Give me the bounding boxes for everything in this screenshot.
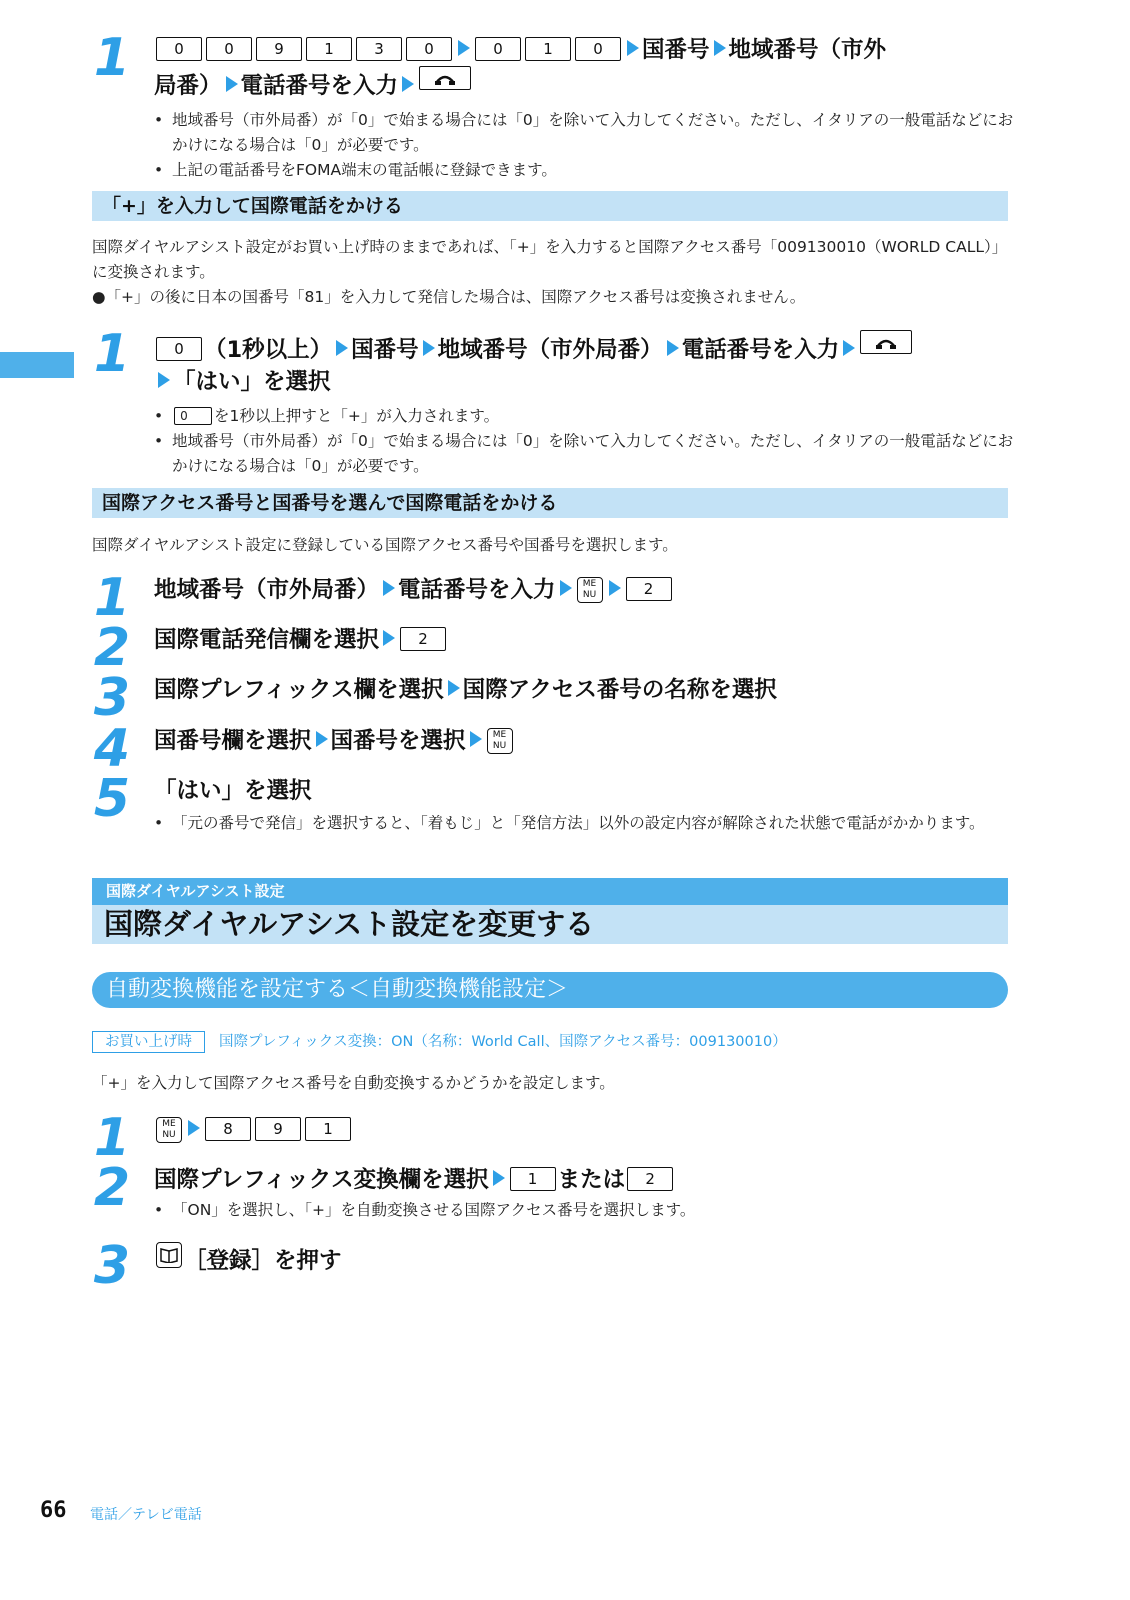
key-0: 0 <box>174 407 212 425</box>
step-5 <box>92 769 1022 836</box>
step-instruction <box>154 1114 1022 1146</box>
step-instruction: 国際プレフィックス変換欄を選択 1 または 2 <box>154 1164 1022 1196</box>
step-instruction: 0 （1秒以上） 国番号 地域番号（市外局番） 電話番号を入力 「はい」を選択 <box>154 330 1022 398</box>
bullet-item: • 0 を1秒以上押すと「+」が入力されます。 <box>154 407 500 425</box>
step-dial-international <box>92 28 1022 183</box>
section-small-title: 国際ダイヤルアシスト設定 <box>92 878 1008 905</box>
send-key-icon <box>860 330 912 354</box>
step-number: 5 <box>93 769 131 829</box>
step-text: 電話番号を入力 <box>240 73 399 99</box>
step-number: 1 <box>93 324 131 384</box>
step-text: 国番号 <box>642 37 710 63</box>
key-1: 1 <box>305 1117 351 1141</box>
arrow-icon <box>843 340 855 356</box>
arrow-icon <box>402 76 414 92</box>
step-number: 1 <box>93 28 131 88</box>
default-tag: お買い上げ時 <box>92 1031 205 1053</box>
bullet-item: • 「ON」を選択し、「+」を自動変換させる国際アクセス番号を選択します。 <box>154 1201 696 1219</box>
subsection-heading: 「+」を入力して国際電話をかける <box>92 191 1008 221</box>
page-number: 66 <box>40 1498 67 1523</box>
step-instruction: 国番号欄を選択 国番号を選択 ME NU <box>154 725 1022 757</box>
key-0: 0 <box>206 37 252 61</box>
step-4 <box>92 719 1022 779</box>
step-text: 局番） <box>154 73 222 99</box>
arrow-icon <box>383 630 395 646</box>
arrow-icon <box>493 1170 505 1186</box>
step-instruction: 地域番号（市外局番） 電話番号を入力 ME NU 2 <box>154 574 1022 606</box>
step-number: 3 <box>93 668 131 728</box>
send-key-icon <box>419 66 471 90</box>
key-1: 1 <box>510 1167 556 1191</box>
arrow-icon <box>458 40 470 56</box>
paragraph: 「+」を入力して国際アクセス番号を自動変換するかどうかを設定します。 <box>92 1074 615 1092</box>
step-instruction: 「はい」を選択 <box>154 778 312 804</box>
step-instruction: ［登録］を押す <box>154 1242 1022 1277</box>
key-1: 1 <box>306 37 352 61</box>
paragraph-note: ●「+」の後に日本の国番号「81」を入力して発信した場合は、国際アクセス番号は変換されません。 <box>92 288 806 306</box>
menu-key-icon: ME NU <box>156 1117 182 1143</box>
key-0: 0 <box>575 37 621 61</box>
paragraph: 国際ダイヤルアシスト設定に登録している国際アクセス番号や国番号を選択します。 <box>92 536 678 554</box>
bullet-item: • 「元の番号で発信」を選択すると、「着もじ」と「発信方法」以外の設定内容が解除された状態で電話がかかります。 <box>154 814 985 832</box>
menu-key-icon: ME NU <box>487 728 513 754</box>
default-text: 国際プレフィックス変換：ON（名称：World Call、国際アクセス番号：009130010） <box>219 1034 787 1050</box>
step-2 <box>92 618 1022 678</box>
menu-key-icon: ME NU <box>577 577 603 603</box>
feature-pill-heading: 自動変換機能を設定する＜自動変換機能設定＞ <box>92 972 1008 1008</box>
key-2: 2 <box>627 1167 673 1191</box>
default-setting-row <box>92 1031 787 1053</box>
key-3: 3 <box>356 37 402 61</box>
key-8: 8 <box>205 1117 251 1141</box>
key-9: 9 <box>255 1117 301 1141</box>
key-9: 9 <box>256 37 302 61</box>
arrow-icon <box>158 372 170 388</box>
setting-step-3 <box>92 1236 1022 1296</box>
arrow-icon <box>423 340 435 356</box>
arrow-icon <box>188 1120 200 1136</box>
step-number: 2 <box>93 618 131 678</box>
key-1: 1 <box>525 37 571 61</box>
arrow-icon <box>448 680 460 696</box>
section-name: 電話／テレビ電話 <box>90 1507 202 1523</box>
arrow-icon <box>336 340 348 356</box>
step-instruction: 国際プレフィックス欄を選択 国際アクセス番号の名称を選択 <box>154 677 777 703</box>
subsection-heading: 国際アクセス番号と国番号を選んで国際電話をかける <box>92 488 1008 518</box>
key-0: 0 <box>406 37 452 61</box>
arrow-icon <box>383 580 395 596</box>
bullet-item: • 上記の電話番号をFOMA端末の電話帳に登録できます。 <box>154 161 557 179</box>
step-number: 4 <box>93 719 131 779</box>
step-number: 2 <box>93 1158 131 1218</box>
arrow-icon <box>316 731 328 747</box>
key-0: 0 <box>156 37 202 61</box>
arrow-icon <box>667 340 679 356</box>
arrow-icon <box>609 580 621 596</box>
bullet-item: • 地域番号（市外局番）が「0」で始まる場合には「0」を除いて入力してください。ただし、イタリアの一般電話などにおかけになる場合は「0」が必要です。 <box>154 111 1014 154</box>
section-big-title: 国際ダイヤルアシスト設定を変更する <box>104 907 595 941</box>
key-2: 2 <box>626 577 672 601</box>
arrow-icon <box>470 731 482 747</box>
bullet-item: • 地域番号（市外局番）が「0」で始まる場合には「0」を除いて入力してください。ただし、イタリアの一般電話などにおかけになる場合は「0」が必要です。 <box>154 432 1014 475</box>
step-number: 1 <box>93 568 131 628</box>
arrow-icon <box>226 76 238 92</box>
step-instruction: 国際電話発信欄を選択 2 <box>154 624 1022 656</box>
phonebook-key-icon <box>156 1242 182 1268</box>
setting-step-2 <box>92 1158 1022 1223</box>
side-tab-marker <box>0 352 74 378</box>
arrow-icon <box>714 40 726 56</box>
arrow-icon <box>627 40 639 56</box>
key-2: 2 <box>400 627 446 651</box>
step-instruction <box>154 34 1022 102</box>
setting-step-1 <box>92 1108 1022 1168</box>
key-0: 0 <box>156 337 202 361</box>
paragraph: 国際ダイヤルアシスト設定がお買い上げ時のままであれば、「+」を入力すると国際アクセス番号「009130010（WORLD CALL）」に変換されます。 <box>92 238 1008 281</box>
key-0: 0 <box>475 37 521 61</box>
step-number: 1 <box>93 1108 131 1168</box>
step-text: 地域番号（市外 <box>728 37 887 63</box>
section-title-bar <box>92 878 1008 944</box>
step-plus-dial <box>92 324 1022 479</box>
step-number: 3 <box>93 1236 131 1296</box>
step-3 <box>92 668 1022 728</box>
step-1 <box>92 568 1022 628</box>
arrow-icon <box>560 580 572 596</box>
